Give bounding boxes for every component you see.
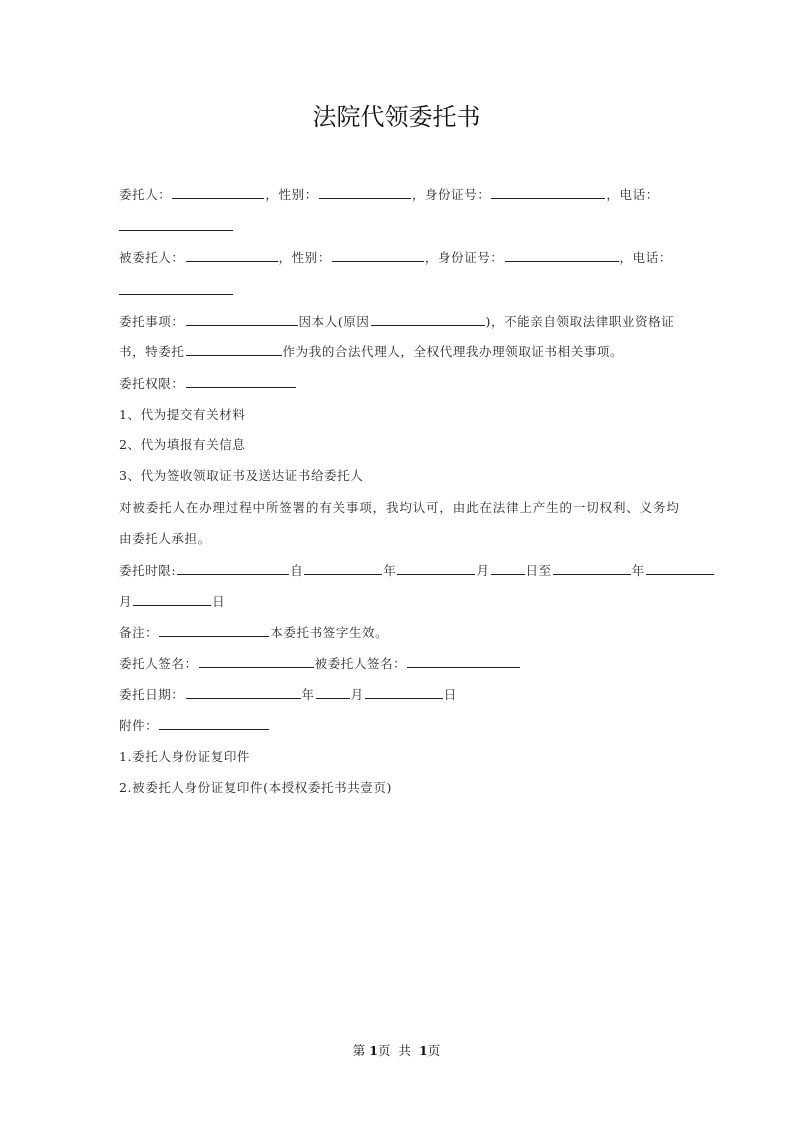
- matter-text: 因本人(原因: [298, 314, 370, 329]
- remark-line: [119, 624, 388, 642]
- authority-label: 委托权限：: [119, 376, 185, 391]
- term-text: 月: [119, 594, 133, 609]
- attachments-line: [119, 717, 270, 735]
- matter-line-1: [119, 313, 674, 331]
- term-line-2: [119, 593, 225, 611]
- end-day-blank[interactable]: [133, 594, 211, 606]
- attachment-item: 1.委托人身份证复印件: [119, 749, 251, 764]
- principal-id-label: ，身份证号：: [411, 187, 491, 202]
- authority-item: 3、代为签收领取证书及送达证书给委托人: [119, 468, 364, 483]
- footer-text: 第: [352, 1043, 366, 1058]
- matter-text: 书，特委托: [119, 344, 185, 359]
- principal-id-blank[interactable]: [491, 187, 605, 199]
- principal-signature-label: 委托人签名：: [119, 656, 198, 671]
- principal-name-label: 委托人：: [119, 187, 172, 202]
- authority-item: 1、代为提交有关材料: [119, 407, 246, 422]
- page-footer: [0, 1042, 793, 1060]
- agent-phone-blank[interactable]: [119, 283, 233, 295]
- agent-name-label: 被委托人：: [119, 250, 185, 265]
- acknowledgement-line-2: 由委托人承担。: [119, 531, 211, 546]
- authority-item: 2、代为填报有关信息: [119, 437, 246, 452]
- date-text: 月: [350, 687, 364, 702]
- date-year-blank[interactable]: [186, 687, 301, 699]
- term-text: 自: [290, 563, 304, 578]
- date-text: 年: [301, 687, 315, 702]
- agent-id-label: ，身份证号：: [424, 250, 504, 265]
- date-month-blank[interactable]: [316, 687, 350, 699]
- term-text: 年: [383, 563, 397, 578]
- term-text: 日至: [525, 563, 552, 578]
- end-year-blank[interactable]: [553, 563, 631, 575]
- attachment-item: 2.被委托人身份证复印件(本授权委托书共壹页): [119, 780, 392, 795]
- principal-signature-blank[interactable]: [199, 656, 314, 668]
- term-line-1: [119, 562, 715, 580]
- agent-gender-label: ，性别：: [278, 250, 331, 265]
- agent-id-blank[interactable]: [505, 250, 619, 262]
- signature-line: [119, 655, 521, 673]
- term-label: 委托时限:: [119, 563, 177, 578]
- matter-label: 委托事项：: [119, 314, 185, 329]
- term-blank[interactable]: [177, 563, 289, 575]
- term-text: 年: [631, 563, 645, 578]
- principal-phone-blank[interactable]: [119, 219, 233, 231]
- delegate-blank[interactable]: [186, 344, 282, 356]
- principal-info-line: [119, 186, 659, 204]
- authority-line: [119, 375, 297, 393]
- footer-text: 页: [377, 1043, 391, 1058]
- principal-name-blank[interactable]: [172, 187, 264, 199]
- agent-gender-blank[interactable]: [332, 250, 424, 262]
- principal-gender-blank[interactable]: [319, 187, 411, 199]
- footer-text: 页: [427, 1043, 441, 1058]
- matter-text: )，不能亲自领取法律职业资格证: [485, 314, 675, 329]
- footer-text: 共: [398, 1043, 411, 1058]
- principal-phone-line: [119, 218, 234, 236]
- principal-phone-label: ，电话：: [606, 187, 659, 202]
- remark-label: 备注：: [119, 625, 159, 640]
- agent-info-line: [119, 249, 672, 267]
- principal-gender-label: ，性别：: [265, 187, 318, 202]
- current-page-number: 1: [369, 1043, 378, 1058]
- start-year-blank[interactable]: [304, 563, 382, 575]
- document-title: 法院代领委托书: [312, 103, 481, 131]
- agent-signature-blank[interactable]: [407, 656, 520, 668]
- date-day-blank[interactable]: [365, 687, 443, 699]
- matter-text: 作为我的合法代理人，全权代理我办理领取证书相关事项。: [282, 344, 624, 359]
- start-month-blank[interactable]: [397, 563, 475, 575]
- reason-blank[interactable]: [371, 314, 485, 326]
- agent-name-blank[interactable]: [186, 250, 278, 262]
- agent-phone-label: ，电话：: [619, 250, 672, 265]
- remark-blank[interactable]: [159, 625, 269, 637]
- total-pages-number: 1: [418, 1043, 428, 1058]
- term-text: 月: [476, 563, 490, 578]
- agent-phone-line: [119, 282, 234, 300]
- attachments-blank[interactable]: [159, 718, 269, 730]
- term-text: 日: [212, 594, 226, 609]
- remark-text: 本委托书签字生效。: [270, 625, 389, 640]
- end-month-blank[interactable]: [646, 563, 714, 575]
- start-day-blank[interactable]: [491, 563, 525, 575]
- matter-line-2: [119, 343, 623, 361]
- authority-blank[interactable]: [186, 376, 296, 388]
- date-label: 委托日期：: [119, 687, 185, 702]
- attachments-label: 附件：: [119, 718, 159, 733]
- date-line: [119, 686, 457, 704]
- acknowledgement-line-1: 对被委托人在办理过程中所签署的有关事项，我均认可，由此在法律上产生的一切权利、义务均: [119, 500, 680, 515]
- matter-blank[interactable]: [186, 314, 298, 326]
- date-text: 日: [443, 687, 457, 702]
- agent-signature-label: 被委托人签名：: [314, 656, 407, 671]
